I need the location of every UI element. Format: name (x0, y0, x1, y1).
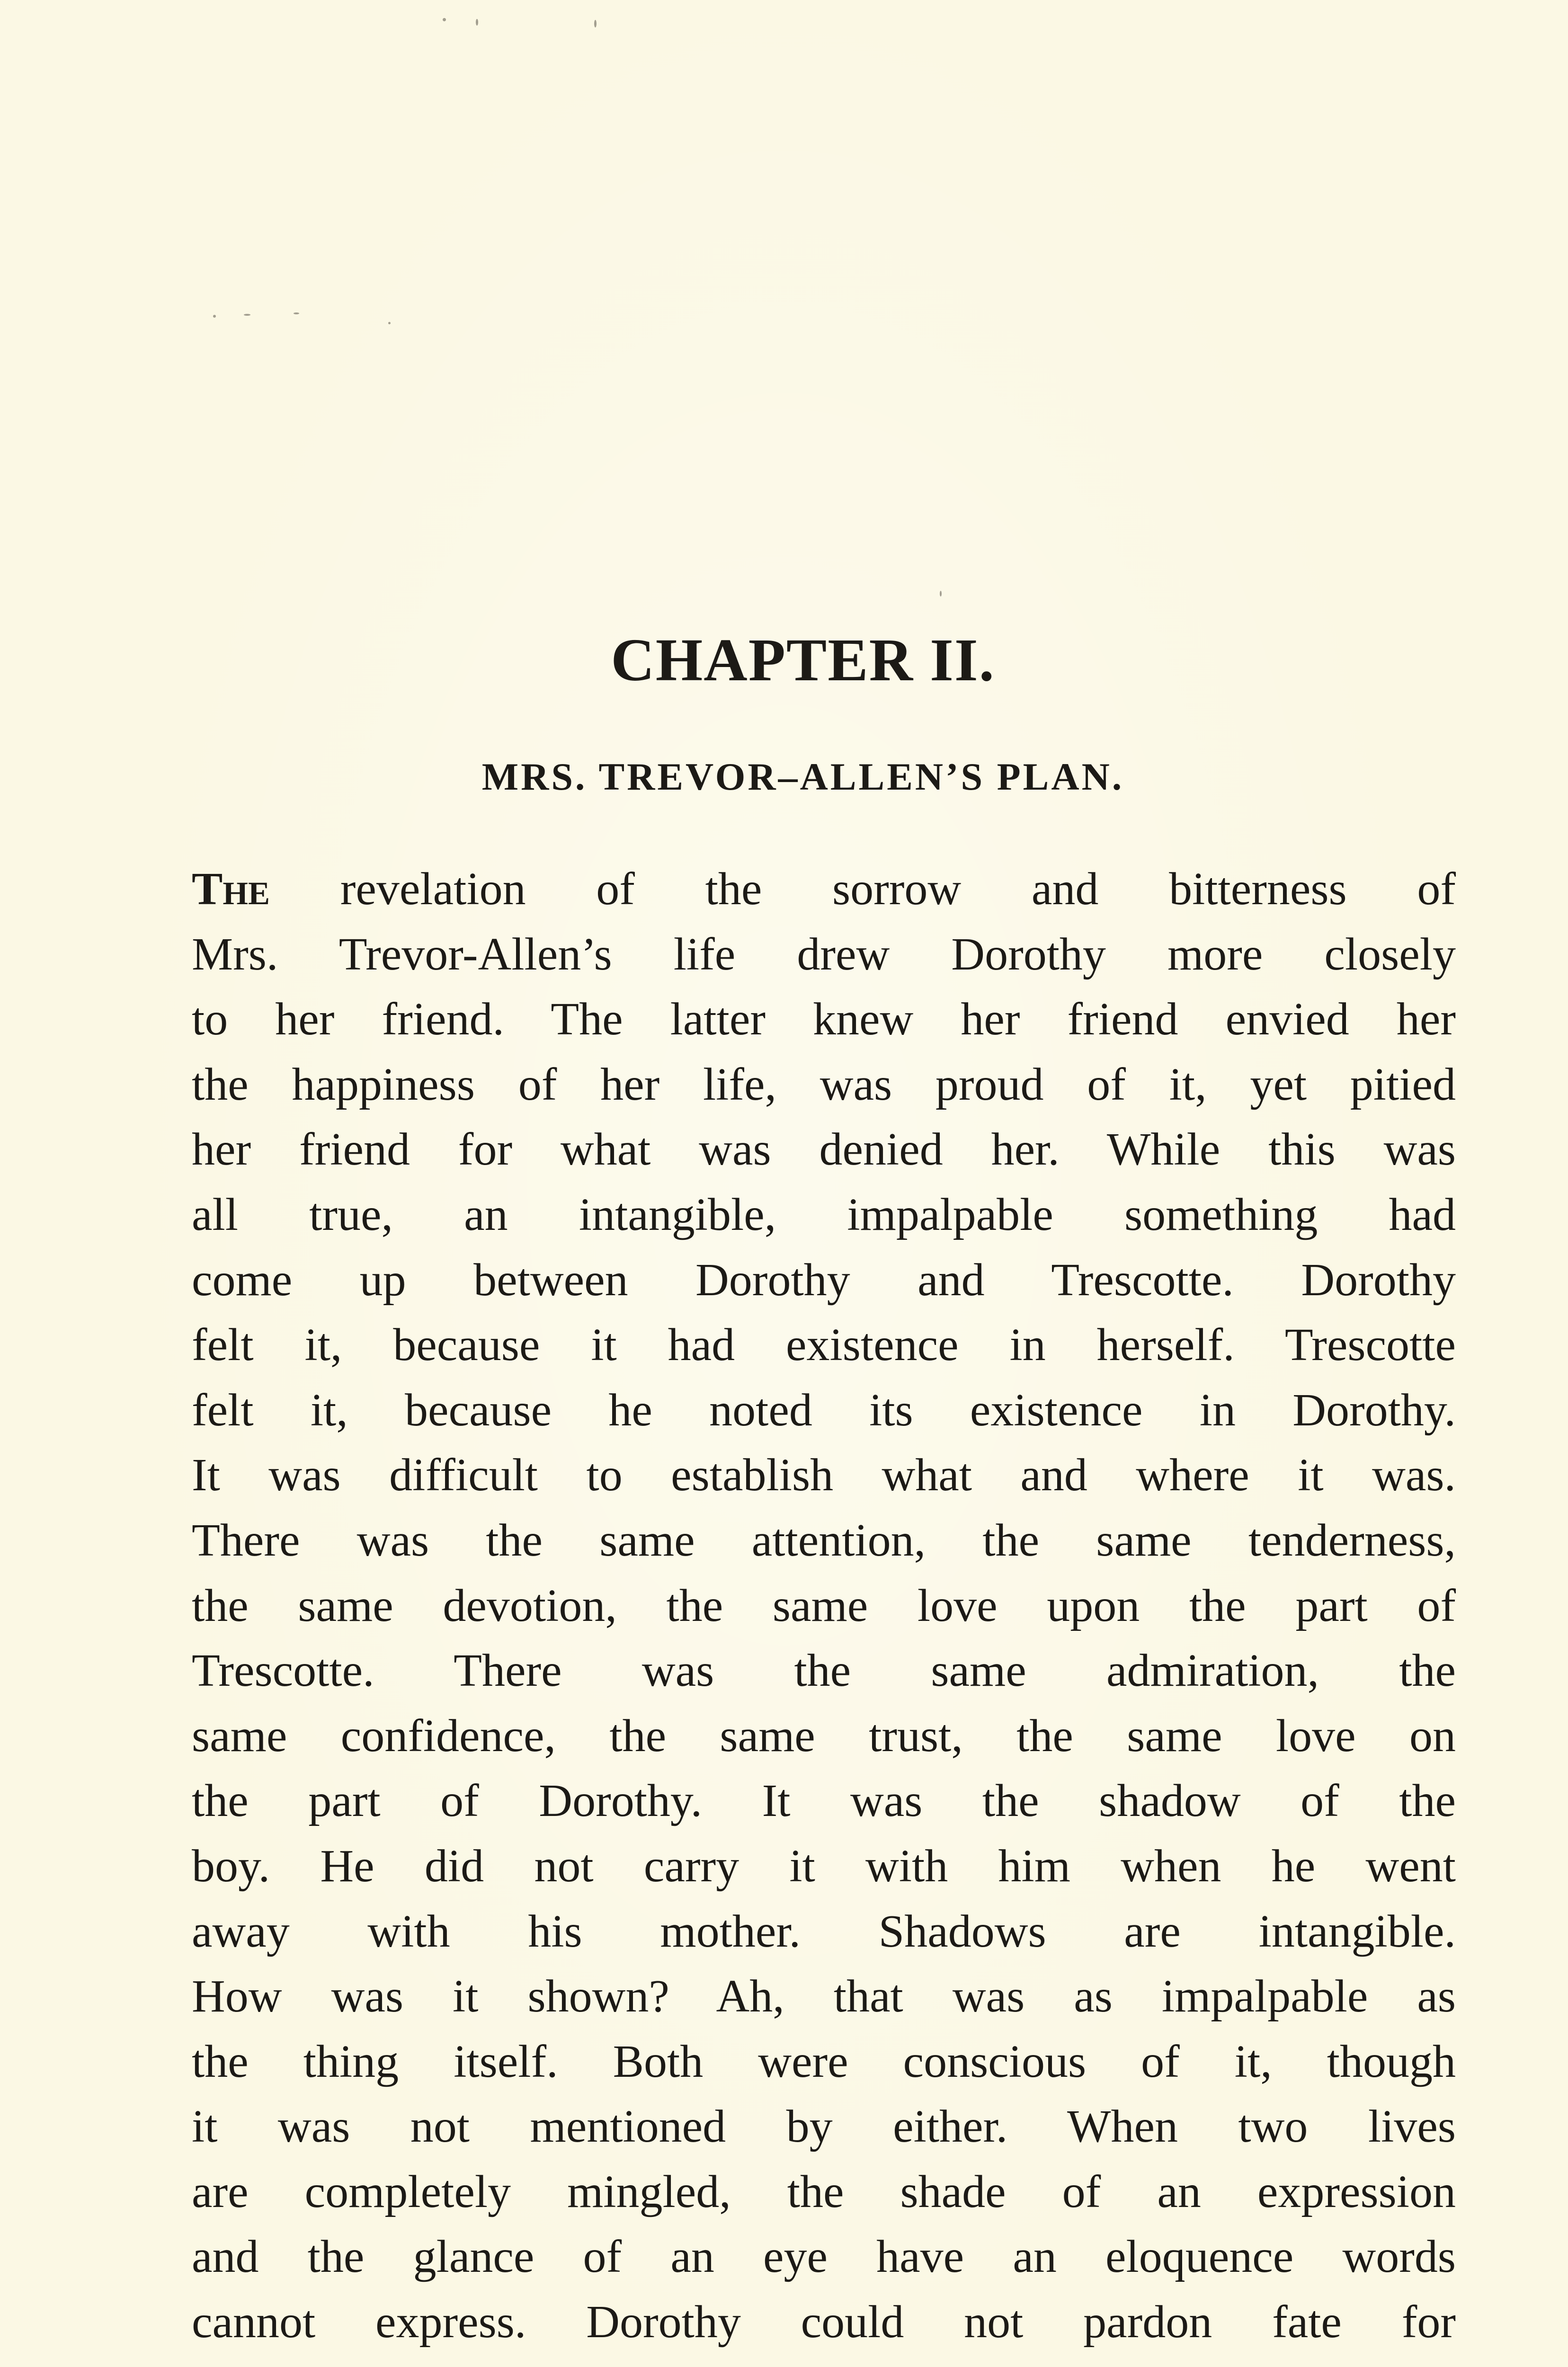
page-speck (244, 314, 250, 316)
text-line: It was difficult to establish what and where it was. (192, 1450, 1456, 1501)
text-line: There was the same attention, the same tenderness, (192, 1514, 1456, 1566)
chapter-heading: CHAPTER II. (611, 626, 995, 694)
text-line: it was not mentioned by either. When two lives (192, 2101, 1456, 2153)
text-line (192, 857, 1456, 922)
text-line: the happiness of her life, was proud of it, yet pitied (192, 1059, 1456, 1110)
page-speck (213, 315, 216, 318)
text-line: same confidence, the same trust, the same love on (192, 1710, 1456, 1762)
text-line: come up between Dorothy and Trescotte. Dorothy (192, 1254, 1456, 1306)
page-speck (940, 591, 942, 596)
text-line: the thing itself. Both were conscious of it, though (192, 2036, 1456, 2087)
text-line: boy. He did not carry it with him when he went (192, 1840, 1456, 1892)
opening-word: The (192, 863, 270, 915)
page-speck (594, 20, 597, 27)
text-line: the part of Dorothy. It was the shadow of the (192, 1775, 1456, 1827)
text-line: Trescotte. There was the same admiration, the (192, 1645, 1456, 1697)
text-line: the same devotion, the same love upon the part of (192, 1580, 1456, 1631)
chapter-subtitle: MRS. TREVOR–ALLEN’S PLAN. (481, 755, 1124, 798)
text-line: felt it, because it had existence in herself. Trescotte (192, 1319, 1456, 1371)
text-line-content: revelation of the sorrow and bitterness of (270, 863, 1456, 915)
text-line: her friend for what was denied her. While this was (192, 1124, 1456, 1175)
page-speck (476, 19, 478, 26)
text-line: away with his mother. Shadows are intangible. (192, 1905, 1456, 1957)
page-speck (443, 18, 446, 21)
text-line: Mrs. Trevor-Allen’s life drew Dorothy more closely (192, 928, 1456, 980)
text-line: to her friend. The latter knew her friend envied her (192, 994, 1456, 1045)
text-line: How was it shown? Ah, that was as impalpable as (192, 1971, 1456, 2022)
page-speck (388, 322, 391, 324)
text-line: cannot express. Dorothy could not pardon fate for (192, 2296, 1456, 2348)
page-speck (294, 312, 299, 314)
text-line: felt it, because he noted its existence in Dorothy. (192, 1384, 1456, 1436)
text-line: all true, an intangible, impalpable something had (192, 1189, 1456, 1240)
text-line: are completely mingled, the shade of an expression (192, 2166, 1456, 2217)
text-line: and the glance of an eye have an eloquence words (192, 2231, 1456, 2283)
chapter-body-text (192, 857, 1456, 2355)
